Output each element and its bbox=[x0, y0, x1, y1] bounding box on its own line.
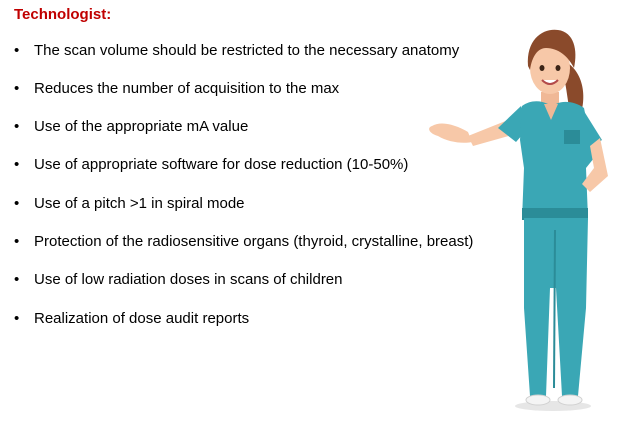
scrub-pants bbox=[524, 218, 588, 396]
scrub-pocket bbox=[564, 130, 580, 144]
bullet-dot: • bbox=[14, 310, 20, 327]
bullet-text: Realization of dose audit reports bbox=[34, 310, 250, 327]
slide-title: Technologist: bbox=[14, 6, 112, 23]
left-eye bbox=[540, 65, 545, 71]
right-shoe bbox=[558, 395, 582, 405]
pants-divider bbox=[554, 230, 555, 388]
nurse-illustration bbox=[418, 8, 633, 418]
bullet-dot: • bbox=[14, 80, 20, 97]
bullet-dot: • bbox=[14, 271, 20, 288]
right-eye bbox=[556, 65, 561, 71]
bullet-text: Reduces the number of acquisition to the max bbox=[34, 80, 340, 97]
bullet-text: Use of the appropriate mA value bbox=[34, 118, 249, 135]
bullet-dot: • bbox=[14, 42, 20, 59]
bullet-dot: • bbox=[14, 156, 20, 173]
bullet-text: Use of appropriate software for dose reduction (10-50%) bbox=[34, 156, 409, 173]
bullet-dot: • bbox=[14, 195, 20, 212]
pointing-hand bbox=[429, 124, 472, 143]
left-shoe bbox=[526, 395, 550, 405]
bullet-dot: • bbox=[14, 118, 20, 135]
bullet-text: Use of low radiation doses in scans of children bbox=[34, 271, 343, 288]
bullet-dot: • bbox=[14, 233, 20, 250]
bullet-text: Use of a pitch >1 in spiral mode bbox=[34, 195, 245, 212]
bullet-text: The scan volume should be restricted to the necessary anatomy bbox=[34, 42, 460, 59]
bullet-text: Protection of the radiosensitive organs (thyroid, crystalline, breast) bbox=[34, 233, 474, 250]
